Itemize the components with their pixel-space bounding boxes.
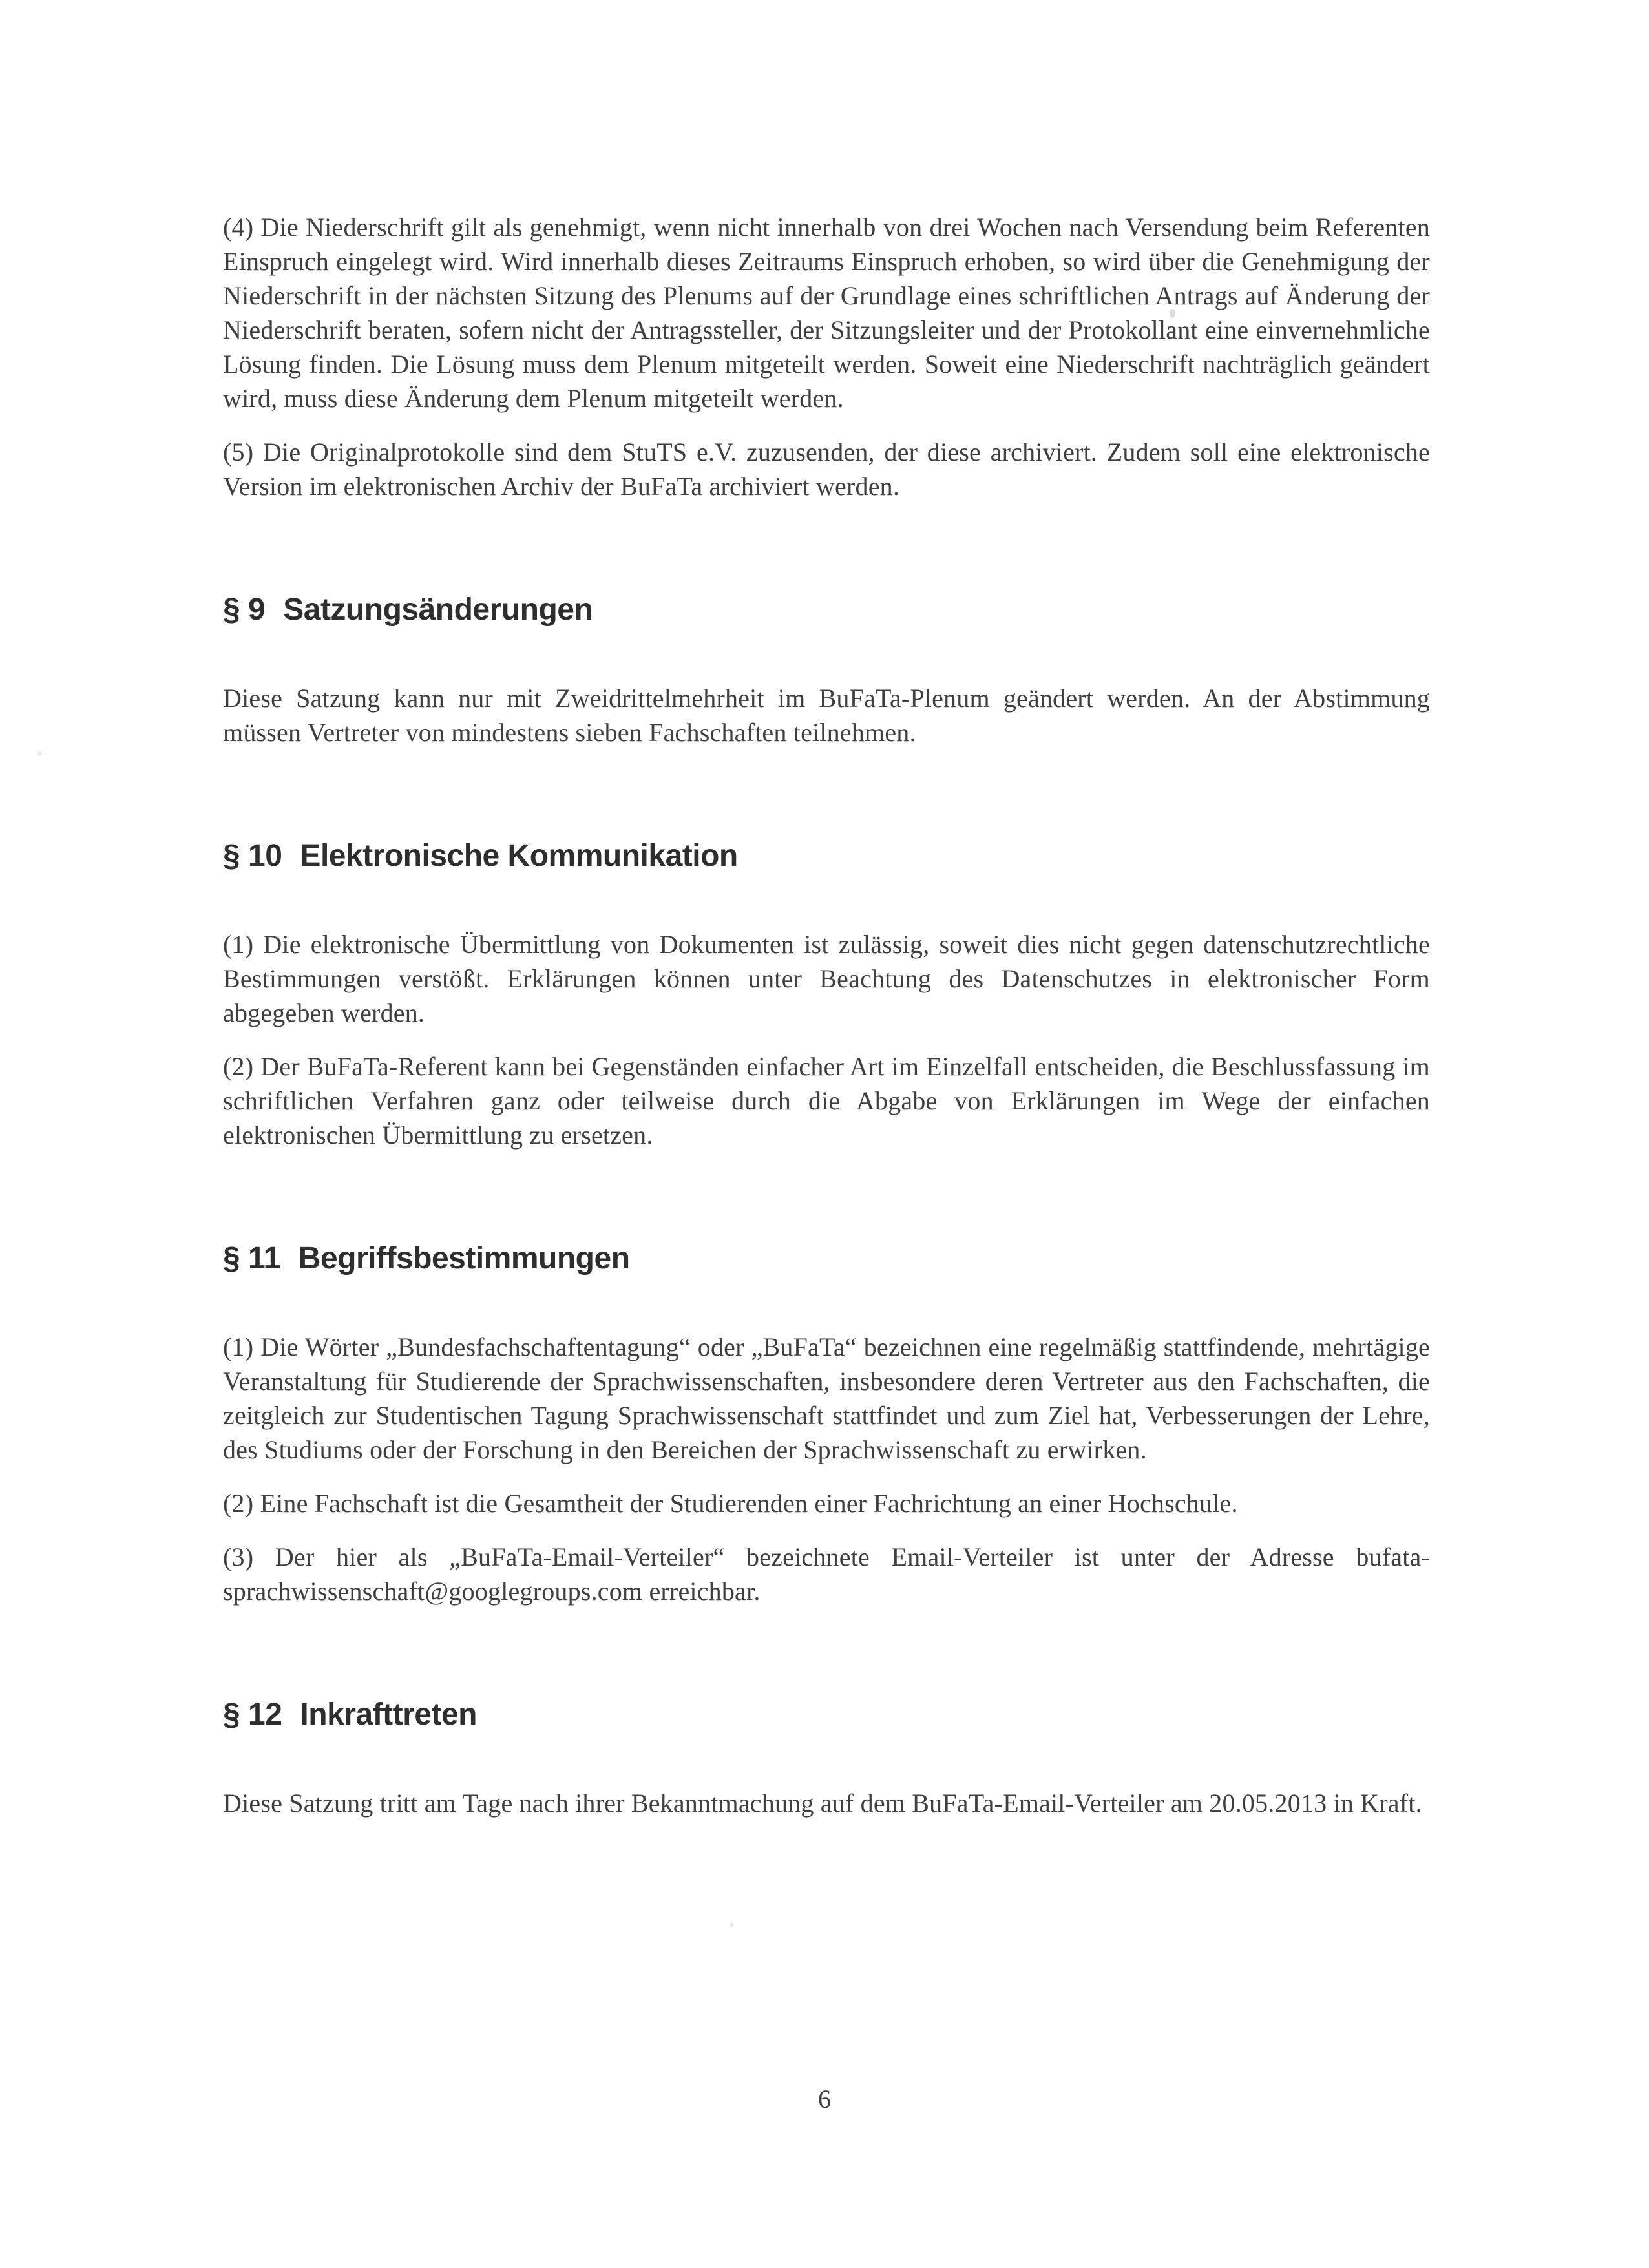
scan-speck — [1170, 309, 1175, 318]
section-title: Begriffsbestimmungen — [298, 1241, 630, 1276]
paragraph: Diese Satzung kann nur mit Zweidrittelmehrheit im BuFaTa-Plenum geändert werden. An der Abstimmung müssen Vertreter von mindestens sieben Fachschaften teilnehmen. — [223, 684, 1430, 747]
paragraph: Diese Satzung tritt am Tage nach ihrer Bekanntmachung auf dem BuFaTa-Email-Verteiler am 20.05.2013 in Kraft. — [223, 1789, 1422, 1818]
page-content — [223, 210, 1430, 1840]
section-title: Inkrafttreten — [300, 1697, 477, 1732]
section-heading-9 — [223, 591, 1430, 629]
page-number: 6 — [818, 2084, 831, 2114]
section-title: Satzungsänderungen — [283, 593, 593, 627]
scan-speck — [37, 751, 42, 756]
paragraph-4: (4) Die Niederschrift gilt als genehmigt, wenn nicht innerhalb von drei Wochen nach Versendung beim Referenten Einspruch eingelegt wird. Wird innerhalb dieses Zeitraums Einspruch erhoben, so wird über die Genehmigung der Niederschrift in der nächsten Sitzung des Plenums auf der Grundlage eines schriftlichen Antrags auf Änderung der Niederschrift beraten, sofern nicht der Antragssteller, der Sitzungsleiter und der Protokollant eine einvernehmliche Lösung finden. Die Lösung muss dem Plenum mitgeteilt werden. Soweit eine Niederschrift nachträglich geändert wird, muss diese Änderung dem Plenum mitgeteilt werden. — [223, 213, 1430, 413]
paragraph: (2) Der BuFaTa-Referent kann bei Gegenständen einfacher Art im Einzelfall entscheiden, die Beschlussfassung im schriftlichen Verfahren ganz oder teilweise durch die Abgabe von Erklärungen im Wege der einfachen elektronischen Übermittlung zu ersetzen. — [223, 1052, 1430, 1150]
section-title: Elektronische Kommunikation — [300, 839, 738, 873]
section-number: § 11 — [223, 1241, 280, 1276]
paragraph: (2) Eine Fachschaft ist die Gesamtheit der Studierenden einer Fachrichtung an einer Hochschule. — [223, 1489, 1238, 1518]
paragraph: (1) Die elektronische Übermittlung von Dokumenten ist zulässig, soweit dies nicht gegen datenschutzrechtliche Bestimmungen verstößt. Erklärungen können unter Beachtung des Datenschutzes in elektronischer Form abgegeben werden. — [223, 930, 1430, 1027]
section-heading-11 — [223, 1239, 1430, 1278]
section-number: § 10 — [223, 839, 282, 873]
section-heading-12 — [223, 1696, 1430, 1734]
section-number: § 12 — [223, 1697, 282, 1732]
section-heading-10 — [223, 837, 1430, 876]
section-number: § 9 — [223, 593, 266, 627]
paragraph: (1) Die Wörter „Bundesfachschaftentagung“ oder „BuFaTa“ bezeichnen eine regelmäßig stattfindende, mehrtägige Veranstaltung für Studierende der Sprachwissenschaften, insbesondere deren Vertreter aus den Fachschaften, die zeitgleich zur Studentischen Tagung Sprachwissenschaft stattfindet und zum Ziel hat, Verbesserungen der Lehre, des Studiums oder der Forschung in den Bereichen der Sprachwissenschaft zu erwirken. — [223, 1332, 1430, 1464]
paragraph-5: (5) Die Originalprotokolle sind dem StuTS e.V. zuzusenden, der diese archiviert. Zudem soll eine elektronische Version im elektronischen Archiv der BuFaTa archiviert werden. — [223, 437, 1430, 501]
paragraph: (3) Der hier als „BuFaTa-Email-Verteiler“ bezeichnete Email-Verteiler ist unter der Adresse bufata-sprachwissenschaft@googlegroups.com erreichbar. — [223, 1542, 1430, 1606]
scan-speck — [730, 1922, 733, 1927]
